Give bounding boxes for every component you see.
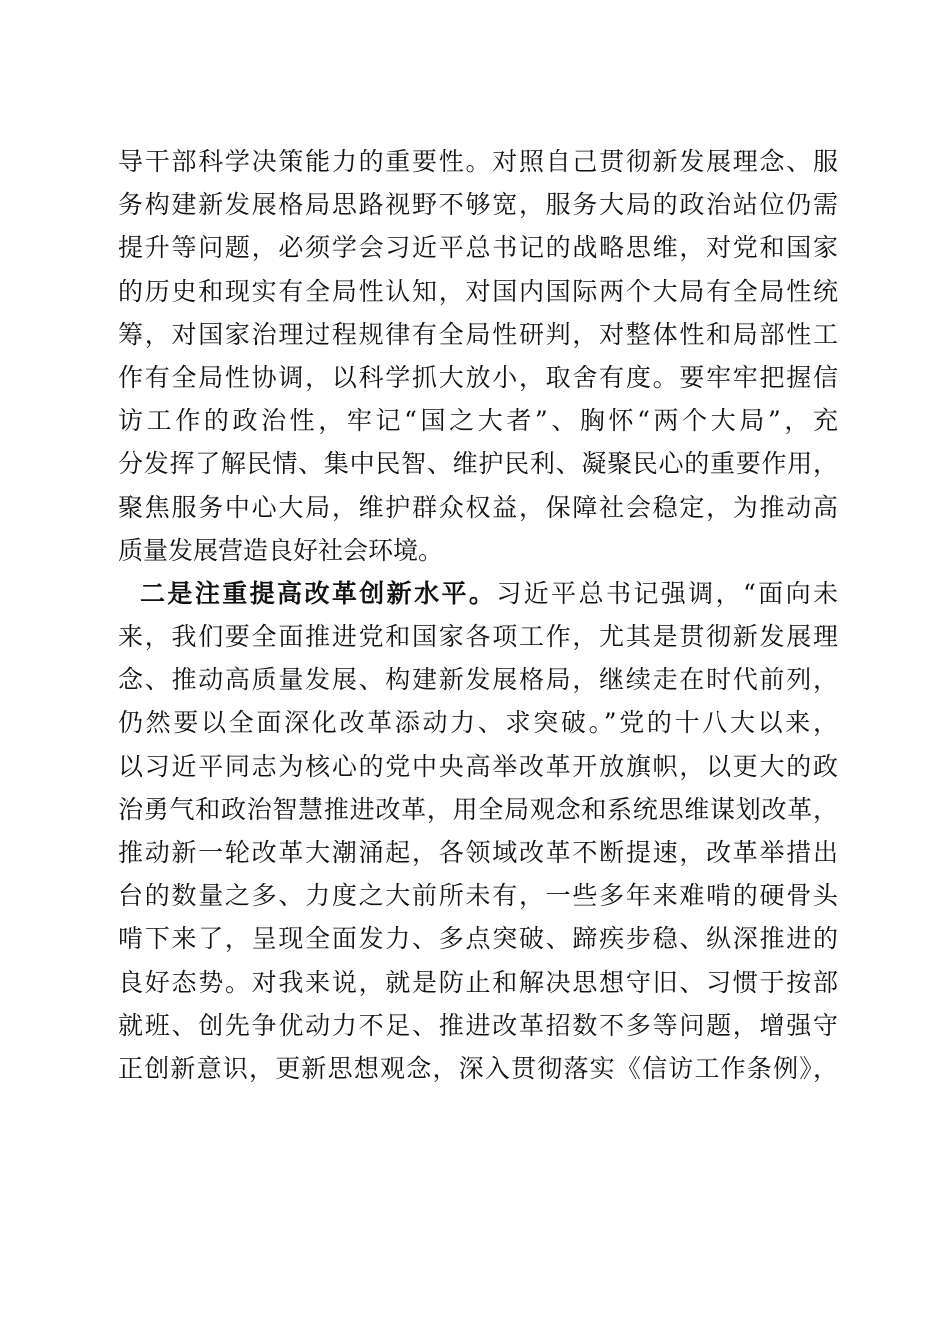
text-line: 聚焦服务中心大局，维护群众权益，保障社会稳定，为推动高 — [118, 492, 838, 522]
text-line-first — [118, 572, 838, 615]
text-line: 仍然要以全面深化改革添动力、求突破。”党的十八大以来， — [118, 708, 838, 738]
text-line: 以习近平同志为核心的党中央高举改革开放旗帜，以更大的政 — [118, 751, 838, 781]
text-line: 质量发展营造良好社会环境。 — [118, 535, 444, 565]
text-line: 筹，对国家治理过程规律有全局性研判，对整体性和局部性工 — [118, 319, 838, 349]
text-line: 啃下来了，呈现全面发力、多点突破、蹄疾步稳、纵深推进的 — [118, 924, 838, 954]
text-line: 分发挥了解民情、集中民智、维护民利、凝聚民心的重要作用， — [118, 449, 838, 479]
body-text — [118, 140, 838, 1090]
text-line: 务构建新发展格局思路视野不够宽，服务大局的政治站位仍需 — [118, 190, 838, 220]
text-line: 治勇气和政治智慧推进改革，用全局观念和系统思维谋划改革， — [118, 794, 838, 824]
text-line: 台的数量之多、力度之大前所未有，一些多年来难啃的硬骨头 — [118, 881, 838, 911]
paragraph-1 — [118, 140, 838, 572]
text-line: 念、推动高质量发展、构建新发展格局，继续走在时代前列， — [118, 665, 838, 695]
heading-line-text: 习近平总书记强调，“面向未 — [496, 578, 838, 608]
text-line: 良好态势。对我来说，就是防止和解决思想守旧、习惯于按部 — [118, 967, 838, 997]
text-line: 推动新一轮改革大潮涌起，各领域改革不断提速，改革举措出 — [118, 838, 838, 867]
text-line: 就班、创先争优动力不足、推进改革招数不多等问题，增强守 — [118, 1010, 838, 1040]
paragraph-heading: 二是注重提高改革创新水平。 — [140, 578, 497, 608]
text-line: 的历史和现实有全局性认知，对国内国际两个大局有全局性统 — [118, 276, 838, 306]
text-line: 来，我们要全面推进党和国家各项工作，尤其是贯彻新发展理 — [118, 622, 838, 652]
text-line: 提升等问题，必须学会习近平总书记的战略思维，对党和国家 — [118, 233, 838, 263]
text-line: 访工作的政治性，牢记“国之大者”、胸怀“两个大局”，充 — [118, 406, 838, 436]
text-line: 作有全局性协调，以科学抓大放小，取舍有度。要牢牢把握信 — [118, 362, 838, 392]
text-line: 导干部科学决策能力的重要性。对照自己贯彻新发展理念、服 — [118, 147, 838, 176]
text-line: 正创新意识，更新思想观念，深入贯彻落实《信访工作条例》， — [118, 1053, 838, 1083]
paragraph-2 — [118, 572, 838, 1090]
